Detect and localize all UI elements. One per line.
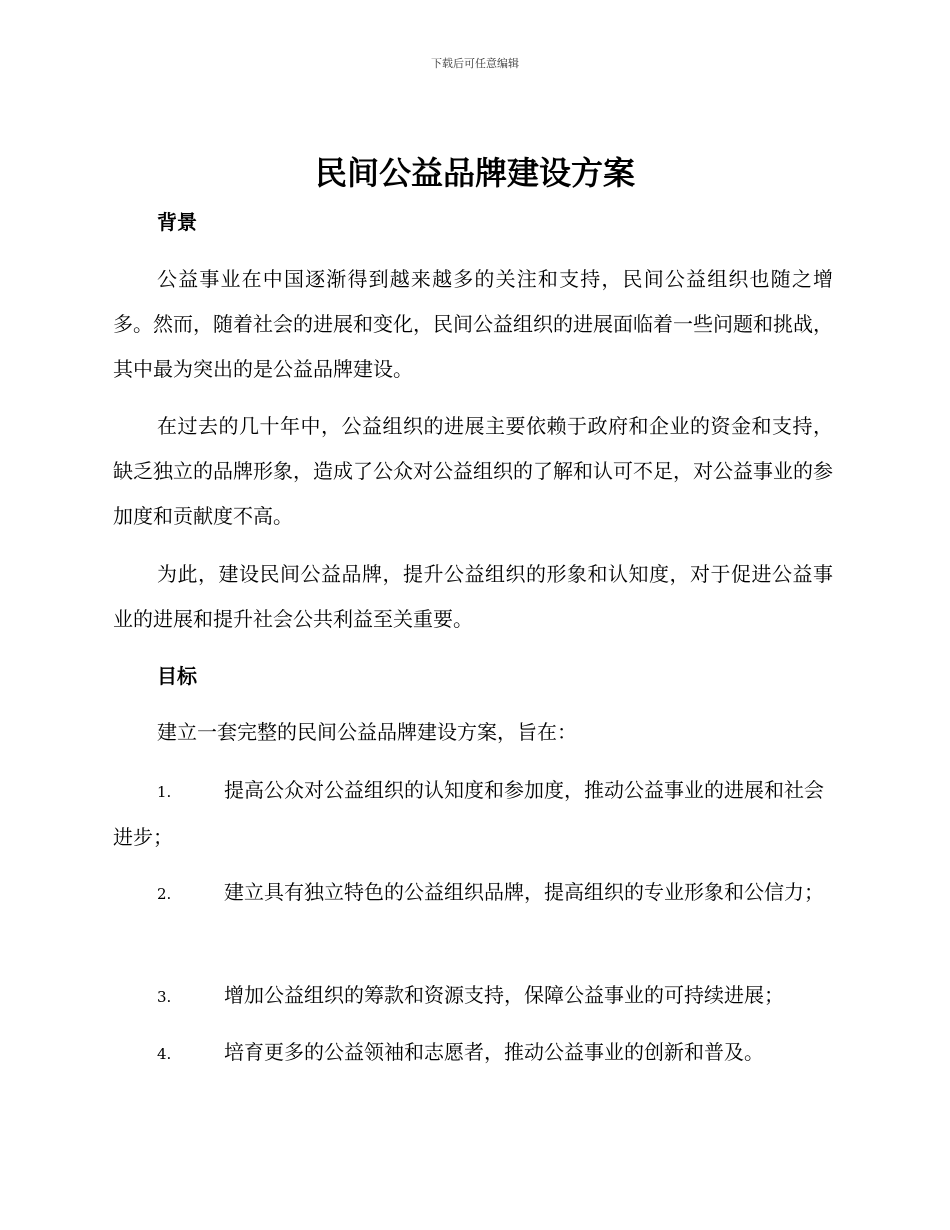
list-item	[113, 1030, 833, 1077]
list-item	[113, 973, 833, 1020]
list-item	[113, 870, 833, 917]
list-item	[113, 768, 833, 860]
list-item-number: 4.	[157, 1045, 172, 1063]
list-item-number: 1.	[157, 783, 172, 801]
list-item-text: 增加公益组织的筹款和资源支持，保障公益事业的可持续进展；	[224, 983, 784, 1007]
list-item-text: 培育更多的公益领袖和志愿者，推动公益事业的创新和普及。	[224, 1040, 764, 1064]
list-item-number: 2.	[157, 885, 172, 903]
goals-intro: 建立一套完整的民间公益品牌建设方案，旨在：	[157, 720, 577, 744]
background-paragraph-3: 为此，建设民间公益品牌，提升公益组织的形象和认知度，对于促进公益事业的进展和提升社会公共利益至关重要。	[113, 562, 833, 631]
header-note: 下载后可任意编辑	[431, 57, 519, 70]
background-paragraph-2: 在过去的几十年中，公益组织的进展主要依赖于政府和企业的资金和支持，缺乏独立的品牌形象，造成了公众对公益组织的了解和认可不足，对公益事业的参加度和贡献度不高。	[113, 414, 833, 528]
section-heading-goals: 目标	[157, 664, 197, 688]
background-paragraph-1: 公益事业在中国逐渐得到越来越多的关注和支持，民间公益组织也随之增多。然而，随着社会的进展和变化，民间公益组织的进展面临着一些问题和挑战，其中最为突出的是公益品牌建设。	[113, 267, 833, 381]
section-heading-background: 背景	[157, 210, 197, 234]
list-item-text: 建立具有独立特色的公益组织品牌，提高组织的专业形象和公信力；	[224, 880, 824, 904]
list-item-number: 3.	[157, 988, 172, 1006]
document-title: 民间公益品牌建设方案	[314, 154, 635, 192]
list-item-text: 提高公众对公益组织的认知度和参加度，推动公益事业的进展和社会进步；	[113, 778, 824, 849]
